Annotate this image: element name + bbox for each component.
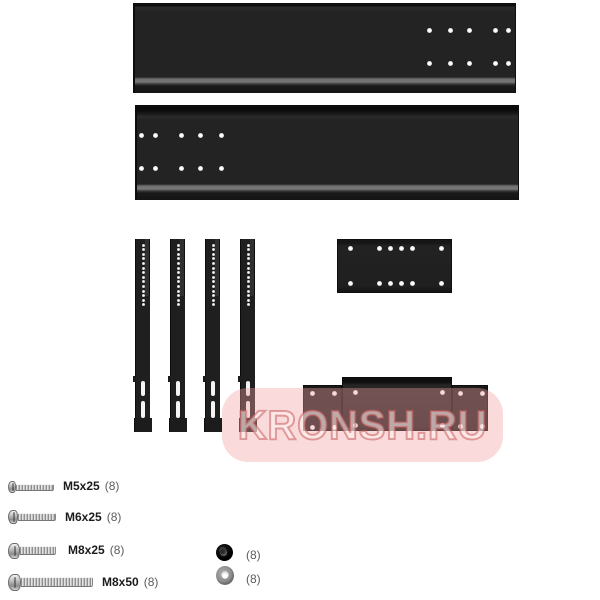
bracket-hole bbox=[247, 248, 250, 251]
mounting-hole bbox=[153, 133, 158, 138]
bracket-hole bbox=[212, 267, 215, 270]
bracket-slot bbox=[141, 381, 145, 396]
fastener-count: (8) bbox=[143, 575, 159, 589]
bracket-nub bbox=[238, 376, 241, 382]
mounting-hole bbox=[219, 166, 224, 171]
watermark-text: KRONSH.RU bbox=[237, 401, 488, 448]
bracket-slot bbox=[211, 401, 215, 418]
bracket-hole bbox=[177, 294, 180, 297]
bracket-hole bbox=[142, 276, 145, 279]
bracket-hole bbox=[142, 253, 145, 256]
bracket-hole bbox=[142, 290, 145, 293]
bracket-hole bbox=[177, 285, 180, 288]
label-m5x25 bbox=[63, 479, 119, 493]
bracket-hole bbox=[212, 299, 215, 302]
bracket-hole bbox=[247, 285, 250, 288]
bracket-hole bbox=[177, 303, 180, 306]
bracket-hole bbox=[177, 280, 180, 283]
mounting-hole bbox=[348, 246, 353, 251]
mounting-hole bbox=[377, 246, 382, 251]
mounting-hole bbox=[458, 424, 463, 429]
bracket-hole bbox=[142, 267, 145, 270]
bracket-hole bbox=[212, 253, 215, 256]
mounting-hole bbox=[153, 166, 158, 171]
label-m6x25 bbox=[65, 510, 121, 524]
mounting-hole bbox=[388, 281, 393, 286]
mounting-hole bbox=[332, 425, 337, 430]
bracket-hole bbox=[212, 271, 215, 274]
bracket-flange bbox=[250, 239, 255, 296]
mounting-hole bbox=[377, 281, 382, 286]
bracket-slot bbox=[246, 381, 250, 396]
mounting-hole bbox=[139, 166, 144, 171]
spacer-icon bbox=[216, 544, 233, 561]
vertical-bracket-3 bbox=[205, 239, 220, 432]
mounting-hole bbox=[427, 61, 432, 66]
mounting-hole bbox=[439, 281, 444, 286]
bracket-hole bbox=[177, 257, 180, 260]
mounting-hole bbox=[440, 390, 445, 395]
fastener-size: M5x25 bbox=[63, 479, 100, 493]
bracket-hole bbox=[212, 294, 215, 297]
mounting-hole bbox=[506, 61, 511, 66]
bracket-hole bbox=[142, 262, 145, 265]
mounting-hole bbox=[353, 390, 358, 395]
assembly-right-wing bbox=[452, 385, 488, 431]
mounting-hole bbox=[348, 281, 353, 286]
bracket-slot bbox=[176, 401, 180, 418]
mounting-hole bbox=[179, 166, 184, 171]
screw-head-icon bbox=[8, 510, 18, 524]
mounting-hole bbox=[310, 391, 315, 396]
bracket-hole bbox=[177, 267, 180, 270]
screw-head-icon bbox=[8, 574, 21, 591]
bracket-hole bbox=[212, 244, 215, 247]
assembly-left-wing bbox=[303, 385, 342, 431]
fastener-size: M8x50 bbox=[102, 575, 139, 589]
bracket-hole bbox=[177, 276, 180, 279]
mounting-hole bbox=[399, 246, 404, 251]
mounting-hole bbox=[480, 424, 485, 429]
mounting-hole bbox=[353, 423, 358, 428]
bracket-hole bbox=[142, 299, 145, 302]
bracket-hole bbox=[247, 290, 250, 293]
bracket-hole bbox=[247, 244, 250, 247]
bracket-nub bbox=[203, 376, 206, 382]
bracket-hole bbox=[247, 271, 250, 274]
bracket-hole bbox=[247, 303, 250, 306]
adapter-plate bbox=[337, 239, 452, 293]
mounting-hole bbox=[467, 61, 472, 66]
bracket-flange bbox=[145, 239, 150, 296]
vertical-bracket-4 bbox=[240, 239, 255, 432]
screw-shaft-icon bbox=[16, 484, 54, 491]
mounting-hole bbox=[448, 61, 453, 66]
bracket-flange bbox=[215, 239, 220, 296]
screw-shaft-icon bbox=[20, 546, 56, 555]
bracket-hole bbox=[142, 294, 145, 297]
vertical-bracket-1 bbox=[135, 239, 150, 432]
mounting-hole bbox=[458, 391, 463, 396]
bracket-hole bbox=[177, 299, 180, 302]
mounting-hole bbox=[493, 61, 498, 66]
bracket-hole bbox=[247, 257, 250, 260]
mounting-hole bbox=[399, 281, 404, 286]
mounting-hole bbox=[139, 133, 144, 138]
screw-head-icon bbox=[8, 543, 20, 559]
washer-icon bbox=[216, 566, 234, 585]
bracket-hole bbox=[212, 285, 215, 288]
mounting-hole bbox=[440, 423, 445, 428]
bracket-hole bbox=[142, 244, 145, 247]
bracket-foot bbox=[134, 418, 152, 432]
bracket-hole bbox=[142, 248, 145, 251]
mounting-hole bbox=[480, 391, 485, 396]
label-m8x50 bbox=[102, 575, 158, 589]
bracket-hole bbox=[177, 271, 180, 274]
bracket-nub bbox=[168, 376, 171, 382]
bracket-slot bbox=[176, 381, 180, 396]
bracket-hole bbox=[212, 290, 215, 293]
bracket-hole bbox=[142, 257, 145, 260]
bracket-flange bbox=[180, 239, 185, 296]
bracket-hole bbox=[177, 262, 180, 265]
bracket-hole bbox=[142, 303, 145, 306]
vertical-bracket-2 bbox=[170, 239, 185, 432]
bracket-hole bbox=[247, 276, 250, 279]
fastener-count: (8) bbox=[104, 479, 120, 493]
bracket-hole bbox=[177, 248, 180, 251]
mounting-hole bbox=[219, 133, 224, 138]
bracket-hole bbox=[212, 257, 215, 260]
fastener-count: (8) bbox=[109, 543, 125, 557]
bracket-hole bbox=[212, 276, 215, 279]
bracket-foot bbox=[204, 418, 222, 432]
winged-adapter-assembly bbox=[303, 377, 488, 432]
bracket-nub bbox=[133, 376, 136, 382]
assembly-center-plate bbox=[342, 377, 452, 431]
mounting-hole bbox=[332, 391, 337, 396]
bracket-hole bbox=[177, 244, 180, 247]
screw-shaft-icon bbox=[21, 577, 93, 587]
bracket-hole bbox=[247, 280, 250, 283]
bracket-slot bbox=[246, 401, 250, 418]
bracket-hole bbox=[247, 267, 250, 270]
bracket-hole bbox=[212, 262, 215, 265]
mounting-hole bbox=[506, 28, 511, 33]
bracket-hole bbox=[142, 280, 145, 283]
mounting-hole bbox=[410, 246, 415, 251]
label-washer-count bbox=[246, 572, 261, 586]
mounting-hole bbox=[179, 133, 184, 138]
upper-wall-rail bbox=[133, 3, 516, 93]
fastener-count: (8) bbox=[246, 572, 261, 586]
fastener-size: M6x25 bbox=[65, 510, 102, 524]
fastener-count: (8) bbox=[106, 510, 122, 524]
mounting-hole bbox=[448, 28, 453, 33]
mounting-hole bbox=[439, 246, 444, 251]
bracket-slot bbox=[211, 381, 215, 396]
mounting-hole bbox=[198, 133, 203, 138]
fastener-size: M8x25 bbox=[68, 543, 105, 557]
mounting-hole bbox=[467, 28, 472, 33]
bracket-hole bbox=[212, 280, 215, 283]
screw-head-icon bbox=[8, 481, 16, 493]
mounting-hole bbox=[198, 166, 203, 171]
bracket-hole bbox=[212, 303, 215, 306]
label-spacer-count bbox=[246, 548, 261, 562]
mounting-hole bbox=[427, 28, 432, 33]
bracket-hole bbox=[247, 253, 250, 256]
bracket-hole bbox=[247, 294, 250, 297]
mounting-hole bbox=[493, 28, 498, 33]
bracket-foot bbox=[239, 418, 257, 432]
mounting-hole bbox=[388, 246, 393, 251]
label-m8x25 bbox=[68, 543, 124, 557]
bracket-foot bbox=[169, 418, 187, 432]
bracket-hole bbox=[212, 248, 215, 251]
mounting-hole bbox=[410, 281, 415, 286]
mounting-hole bbox=[310, 425, 315, 430]
bracket-hole bbox=[177, 253, 180, 256]
bracket-hole bbox=[247, 299, 250, 302]
screw-shaft-icon bbox=[18, 513, 56, 521]
bracket-slot bbox=[141, 401, 145, 418]
fastener-count: (8) bbox=[246, 548, 261, 562]
lower-wall-rail bbox=[135, 105, 519, 200]
bracket-hole bbox=[142, 271, 145, 274]
bracket-hole bbox=[142, 285, 145, 288]
bracket-hole bbox=[247, 262, 250, 265]
bracket-hole bbox=[177, 290, 180, 293]
